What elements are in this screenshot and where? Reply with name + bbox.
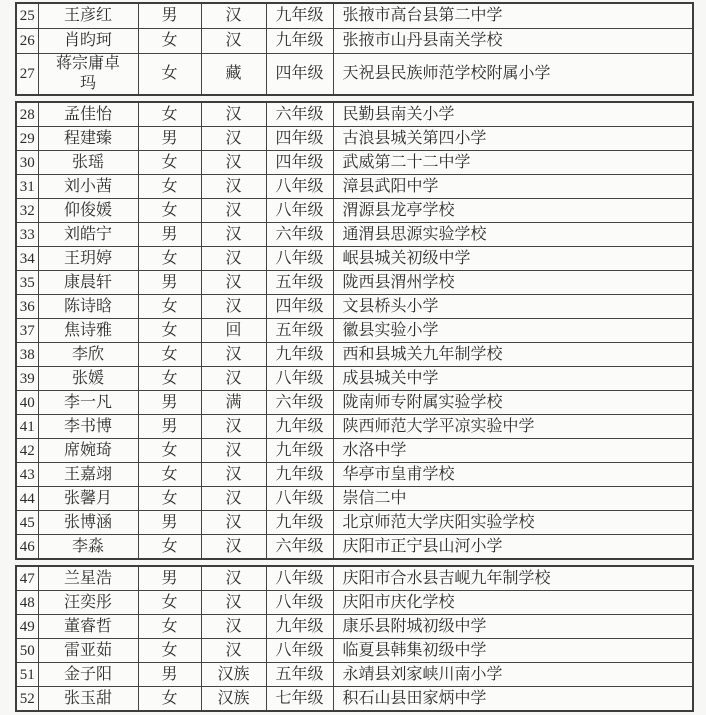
table-row bbox=[16, 439, 693, 463]
cell-grade: 五年级 bbox=[266, 271, 333, 295]
cell-student-name: 席婉琦 bbox=[38, 439, 138, 463]
cell-student-name: 李一凡 bbox=[38, 391, 138, 415]
cell-row-number: 37 bbox=[16, 319, 38, 343]
table-row bbox=[16, 511, 693, 535]
cell-row-number: 49 bbox=[16, 615, 38, 639]
cell-gender: 女 bbox=[138, 343, 201, 367]
cell-row-number: 26 bbox=[16, 29, 38, 54]
cell-school: 西和县城关九年制学校 bbox=[333, 343, 693, 367]
cell-ethnicity: 汉 bbox=[201, 127, 266, 151]
cell-grade: 八年级 bbox=[266, 487, 333, 511]
table-section bbox=[15, 2, 694, 96]
cell-ethnicity: 汉 bbox=[201, 511, 266, 535]
cell-school: 水洛中学 bbox=[333, 439, 693, 463]
cell-grade: 九年级 bbox=[266, 3, 333, 29]
cell-school: 北京师范大学庆阳实验学校 bbox=[333, 511, 693, 535]
cell-row-number: 28 bbox=[16, 102, 38, 127]
cell-grade: 九年级 bbox=[266, 615, 333, 639]
cell-student-name: 汪奕彤 bbox=[38, 591, 138, 615]
table-row bbox=[16, 415, 693, 439]
cell-gender: 女 bbox=[138, 639, 201, 663]
cell-ethnicity: 汉 bbox=[201, 535, 266, 560]
table-row bbox=[16, 295, 693, 319]
cell-ethnicity: 汉 bbox=[201, 615, 266, 639]
cell-row-number: 48 bbox=[16, 591, 38, 615]
cell-ethnicity: 汉 bbox=[201, 295, 266, 319]
cell-row-number: 29 bbox=[16, 127, 38, 151]
cell-student-name: 王玥婷 bbox=[38, 247, 138, 271]
cell-student-name: 金子阳 bbox=[38, 663, 138, 687]
cell-gender: 女 bbox=[138, 463, 201, 487]
cell-gender: 女 bbox=[138, 199, 201, 223]
cell-school: 岷县城关初级中学 bbox=[333, 247, 693, 271]
cell-grade: 六年级 bbox=[266, 223, 333, 247]
cell-row-number: 45 bbox=[16, 511, 38, 535]
scanned-roster-table bbox=[15, 2, 692, 712]
cell-grade: 五年级 bbox=[266, 319, 333, 343]
cell-grade: 四年级 bbox=[266, 151, 333, 175]
cell-grade: 七年级 bbox=[266, 687, 333, 712]
cell-grade: 八年级 bbox=[266, 367, 333, 391]
cell-school: 陕西师范大学平凉实验中学 bbox=[333, 415, 693, 439]
cell-school: 张掖市山丹县南关学校 bbox=[333, 29, 693, 54]
cell-grade: 九年级 bbox=[266, 29, 333, 54]
cell-grade: 八年级 bbox=[266, 566, 333, 591]
table-row bbox=[16, 319, 693, 343]
cell-school: 渭源县龙亭学校 bbox=[333, 199, 693, 223]
cell-student-name: 王彦红 bbox=[38, 3, 138, 29]
cell-student-name: 张玉甜 bbox=[38, 687, 138, 712]
cell-ethnicity: 汉 bbox=[201, 151, 266, 175]
cell-student-name: 蒋宗庸卓玛 bbox=[38, 54, 138, 96]
cell-ethnicity: 汉 bbox=[201, 3, 266, 29]
cell-row-number: 33 bbox=[16, 223, 38, 247]
cell-gender: 女 bbox=[138, 591, 201, 615]
table-row bbox=[16, 223, 693, 247]
cell-grade: 八年级 bbox=[266, 247, 333, 271]
cell-gender: 女 bbox=[138, 687, 201, 712]
cell-row-number: 50 bbox=[16, 639, 38, 663]
cell-grade: 五年级 bbox=[266, 663, 333, 687]
table-row bbox=[16, 175, 693, 199]
cell-grade: 四年级 bbox=[266, 295, 333, 319]
table-row bbox=[16, 102, 693, 127]
cell-ethnicity: 汉 bbox=[201, 29, 266, 54]
cell-grade: 九年级 bbox=[266, 343, 333, 367]
table-row bbox=[16, 591, 693, 615]
cell-school: 徽县实验小学 bbox=[333, 319, 693, 343]
cell-gender: 女 bbox=[138, 29, 201, 54]
cell-student-name: 肖昀珂 bbox=[38, 29, 138, 54]
cell-row-number: 44 bbox=[16, 487, 38, 511]
cell-student-name: 陈诗晗 bbox=[38, 295, 138, 319]
cell-ethnicity: 汉 bbox=[201, 102, 266, 127]
cell-row-number: 41 bbox=[16, 415, 38, 439]
cell-school: 武威第二十二中学 bbox=[333, 151, 693, 175]
cell-row-number: 27 bbox=[16, 54, 38, 96]
cell-student-name: 张博涵 bbox=[38, 511, 138, 535]
cell-student-name: 王嘉翊 bbox=[38, 463, 138, 487]
cell-gender: 女 bbox=[138, 439, 201, 463]
cell-ethnicity: 汉 bbox=[201, 591, 266, 615]
table-row bbox=[16, 615, 693, 639]
table-row bbox=[16, 29, 693, 54]
cell-student-name: 董睿哲 bbox=[38, 615, 138, 639]
cell-school: 陇南师专附属实验学校 bbox=[333, 391, 693, 415]
cell-gender: 女 bbox=[138, 175, 201, 199]
cell-school: 庆阳市合水县吉岘九年制学校 bbox=[333, 566, 693, 591]
table-section bbox=[15, 101, 694, 560]
cell-student-name: 雷亚茹 bbox=[38, 639, 138, 663]
cell-ethnicity: 藏 bbox=[201, 54, 266, 96]
table-row bbox=[16, 487, 693, 511]
cell-row-number: 35 bbox=[16, 271, 38, 295]
table-row bbox=[16, 367, 693, 391]
cell-student-name: 李淼 bbox=[38, 535, 138, 560]
cell-grade: 九年级 bbox=[266, 463, 333, 487]
table-row bbox=[16, 535, 693, 560]
cell-grade: 四年级 bbox=[266, 54, 333, 96]
cell-school: 永靖县刘家峡川南小学 bbox=[333, 663, 693, 687]
cell-row-number: 43 bbox=[16, 463, 38, 487]
cell-ethnicity: 汉族 bbox=[201, 687, 266, 712]
cell-gender: 女 bbox=[138, 247, 201, 271]
cell-gender: 男 bbox=[138, 127, 201, 151]
table-row bbox=[16, 3, 693, 29]
table-row bbox=[16, 199, 693, 223]
cell-gender: 男 bbox=[138, 391, 201, 415]
cell-student-name: 兰星浩 bbox=[38, 566, 138, 591]
cell-school: 通渭县思源实验学校 bbox=[333, 223, 693, 247]
cell-ethnicity: 汉 bbox=[201, 223, 266, 247]
cell-student-name: 孟佳怡 bbox=[38, 102, 138, 127]
cell-ethnicity: 汉 bbox=[201, 415, 266, 439]
cell-ethnicity: 汉 bbox=[201, 271, 266, 295]
cell-student-name: 刘皓宁 bbox=[38, 223, 138, 247]
cell-row-number: 30 bbox=[16, 151, 38, 175]
cell-gender: 男 bbox=[138, 3, 201, 29]
cell-grade: 九年级 bbox=[266, 415, 333, 439]
cell-gender: 男 bbox=[138, 223, 201, 247]
cell-student-name: 焦诗雅 bbox=[38, 319, 138, 343]
cell-school: 陇西县渭州学校 bbox=[333, 271, 693, 295]
cell-school: 崇信二中 bbox=[333, 487, 693, 511]
cell-student-name: 张瑶 bbox=[38, 151, 138, 175]
table-row bbox=[16, 343, 693, 367]
cell-school: 康乐县附城初级中学 bbox=[333, 615, 693, 639]
cell-gender: 女 bbox=[138, 367, 201, 391]
cell-gender: 女 bbox=[138, 54, 201, 96]
cell-ethnicity: 满 bbox=[201, 391, 266, 415]
cell-row-number: 40 bbox=[16, 391, 38, 415]
table-row bbox=[16, 391, 693, 415]
cell-ethnicity: 汉 bbox=[201, 639, 266, 663]
cell-row-number: 38 bbox=[16, 343, 38, 367]
cell-gender: 女 bbox=[138, 535, 201, 560]
cell-ethnicity: 汉 bbox=[201, 247, 266, 271]
cell-school: 天祝县民族师范学校附属小学 bbox=[333, 54, 693, 96]
table-row bbox=[16, 127, 693, 151]
cell-gender: 女 bbox=[138, 487, 201, 511]
cell-school: 张掖市高台县第二中学 bbox=[333, 3, 693, 29]
cell-grade: 六年级 bbox=[266, 391, 333, 415]
cell-gender: 男 bbox=[138, 271, 201, 295]
table-row bbox=[16, 663, 693, 687]
cell-gender: 女 bbox=[138, 295, 201, 319]
cell-school: 庆阳市正宁县山河小学 bbox=[333, 535, 693, 560]
cell-ethnicity: 汉族 bbox=[201, 663, 266, 687]
cell-grade: 九年级 bbox=[266, 511, 333, 535]
cell-school: 文县桥头小学 bbox=[333, 295, 693, 319]
cell-school: 临夏县韩集初级中学 bbox=[333, 639, 693, 663]
cell-gender: 男 bbox=[138, 511, 201, 535]
cell-school: 积石山县田家炳中学 bbox=[333, 687, 693, 712]
table-row bbox=[16, 566, 693, 591]
cell-row-number: 25 bbox=[16, 3, 38, 29]
cell-school: 庆阳市庆化学校 bbox=[333, 591, 693, 615]
cell-gender: 男 bbox=[138, 663, 201, 687]
cell-student-name: 程建臻 bbox=[38, 127, 138, 151]
cell-row-number: 31 bbox=[16, 175, 38, 199]
cell-student-name: 康晨轩 bbox=[38, 271, 138, 295]
cell-gender: 男 bbox=[138, 566, 201, 591]
cell-grade: 八年级 bbox=[266, 639, 333, 663]
cell-ethnicity: 汉 bbox=[201, 199, 266, 223]
cell-gender: 女 bbox=[138, 615, 201, 639]
table-section bbox=[15, 565, 694, 712]
table-row bbox=[16, 271, 693, 295]
cell-student-name: 仰俊媛 bbox=[38, 199, 138, 223]
cell-ethnicity: 汉 bbox=[201, 367, 266, 391]
cell-school: 民勤县南关小学 bbox=[333, 102, 693, 127]
cell-row-number: 46 bbox=[16, 535, 38, 560]
cell-row-number: 42 bbox=[16, 439, 38, 463]
cell-ethnicity: 回 bbox=[201, 319, 266, 343]
table-row bbox=[16, 54, 693, 96]
cell-grade: 九年级 bbox=[266, 439, 333, 463]
cell-ethnicity: 汉 bbox=[201, 487, 266, 511]
cell-grade: 六年级 bbox=[266, 102, 333, 127]
cell-student-name: 张馨月 bbox=[38, 487, 138, 511]
table-row bbox=[16, 687, 693, 712]
cell-ethnicity: 汉 bbox=[201, 343, 266, 367]
cell-row-number: 34 bbox=[16, 247, 38, 271]
cell-grade: 四年级 bbox=[266, 127, 333, 151]
cell-row-number: 39 bbox=[16, 367, 38, 391]
cell-gender: 女 bbox=[138, 102, 201, 127]
cell-gender: 女 bbox=[138, 151, 201, 175]
cell-school: 漳县武阳中学 bbox=[333, 175, 693, 199]
cell-row-number: 52 bbox=[16, 687, 38, 712]
table-row bbox=[16, 247, 693, 271]
cell-grade: 八年级 bbox=[266, 175, 333, 199]
cell-ethnicity: 汉 bbox=[201, 463, 266, 487]
cell-student-name: 张媛 bbox=[38, 367, 138, 391]
cell-row-number: 36 bbox=[16, 295, 38, 319]
cell-grade: 八年级 bbox=[266, 591, 333, 615]
cell-ethnicity: 汉 bbox=[201, 175, 266, 199]
table-row bbox=[16, 463, 693, 487]
cell-ethnicity: 汉 bbox=[201, 439, 266, 463]
table-row bbox=[16, 639, 693, 663]
cell-gender: 男 bbox=[138, 415, 201, 439]
table-row bbox=[16, 151, 693, 175]
cell-school: 华亭市皇甫学校 bbox=[333, 463, 693, 487]
cell-row-number: 51 bbox=[16, 663, 38, 687]
cell-grade: 八年级 bbox=[266, 199, 333, 223]
cell-row-number: 32 bbox=[16, 199, 38, 223]
cell-student-name: 李书博 bbox=[38, 415, 138, 439]
cell-ethnicity: 汉 bbox=[201, 566, 266, 591]
cell-grade: 六年级 bbox=[266, 535, 333, 560]
cell-gender: 女 bbox=[138, 319, 201, 343]
cell-school: 成县城关中学 bbox=[333, 367, 693, 391]
cell-row-number: 47 bbox=[16, 566, 38, 591]
cell-school: 古浪县城关第四小学 bbox=[333, 127, 693, 151]
cell-student-name: 刘小茜 bbox=[38, 175, 138, 199]
cell-student-name: 李欣 bbox=[38, 343, 138, 367]
